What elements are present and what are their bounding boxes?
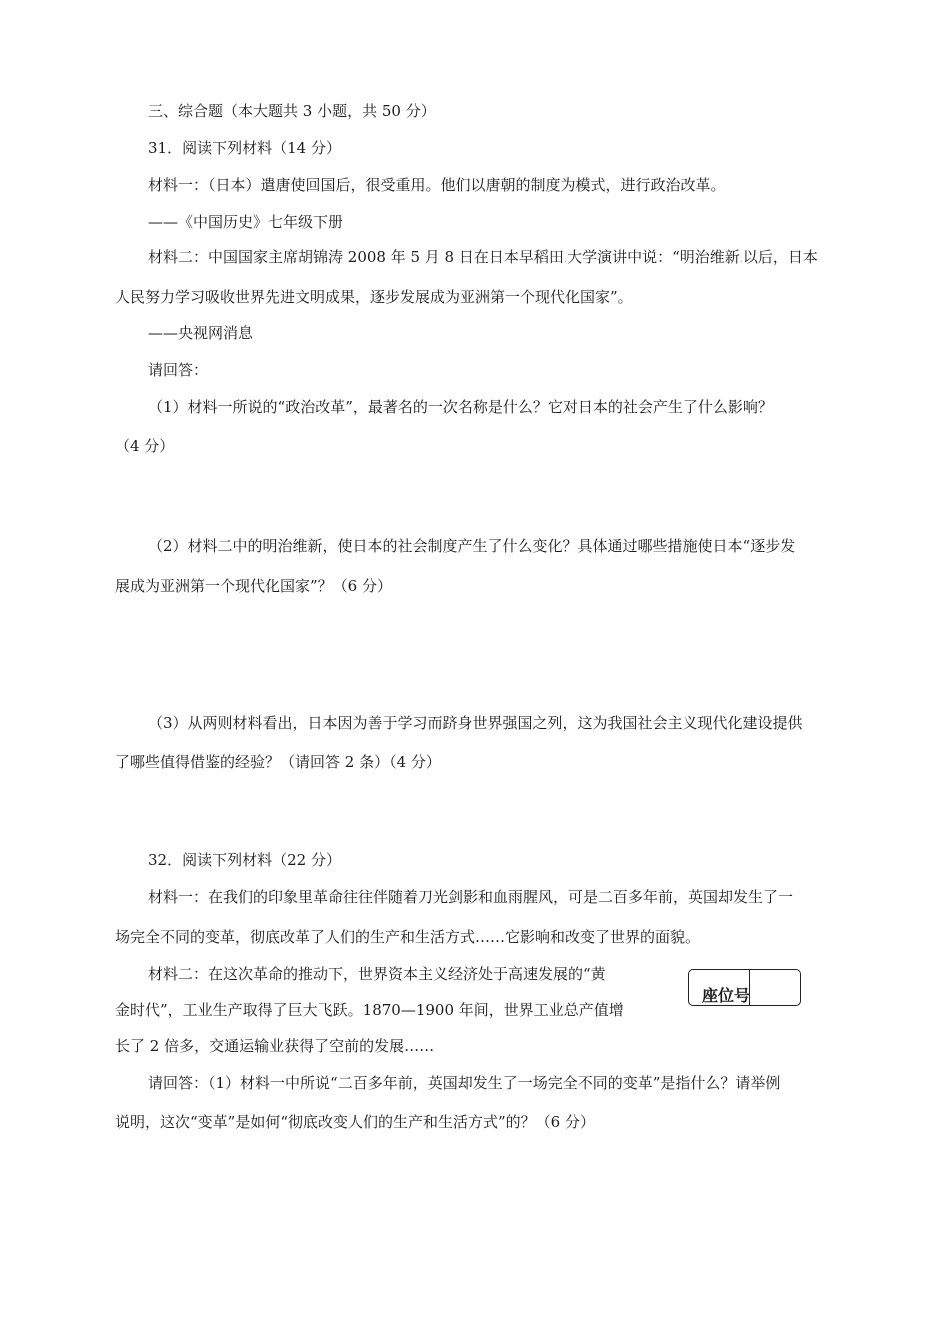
q31-material-2-part-b: 大学演讲中说：“明治维新 xyxy=(567,248,740,266)
q31-material-2-line-2: 人民努力学习吸收世界先进文明成果，逐步发展成为亚洲第一个现代化国家”。 xyxy=(115,288,633,306)
q31-question-1-line-1: （1）材料一所说的“政治改革”，最著名的一次名称是什么？它对日本的社会产生了什么影响？ xyxy=(148,398,773,416)
annotation-mark: . xyxy=(563,254,568,265)
q32-material-2-line-2: 金时代”，工业生产取得了巨大飞跃。1870—1900 年间，世界工业总产值增 xyxy=(115,1001,624,1019)
q32-question-1-line-2: 说明，这次“变革”是如何“彻底改变人们的生产和生活方式”的？（6 分） xyxy=(115,1113,595,1131)
q31-question-2-line-1: （2）材料二中的明治维新，使日本的社会制度产生了什么变化？具体通过哪些措施使日本“逐步发 xyxy=(148,537,796,555)
q32-title: 32．阅读下列材料（22 分） xyxy=(148,851,341,869)
q31-material-2-part-a: 材料二：中国国家主席胡锦涛 2008 年 5 月 8 日在日本早稻田 xyxy=(148,248,564,266)
q31-question-2-line-2: 展成为亚洲第一个现代化国家”？（6 分） xyxy=(115,577,392,595)
q31-material-1-source: ——《中国历史》七年级下册 xyxy=(148,213,344,231)
q31-title: 31．阅读下列材料（14 分） xyxy=(148,139,341,157)
q32-material-2-line-1: 材料二：在这次革命的推动下，世界资本主义经济处于高速发展的“黄 xyxy=(148,965,606,983)
q31-prompt: 请回答： xyxy=(148,361,209,379)
seat-number-box xyxy=(688,969,801,1006)
q31-material-1: 材料一：（日本）遣唐使回国后，很受重用。他们以唐朝的制度为模式，进行政治改革。 xyxy=(148,176,726,194)
q32-material-1-line-2: 场完全不同的变革，彻底改革了人们的生产和生活方式……它影响和改变了世界的面貌。 xyxy=(115,928,701,946)
q32-material-2-line-3: 长了 2 倍多，交通运输业获得了空前的发展…… xyxy=(115,1037,435,1055)
annotation-mark: . xyxy=(739,254,743,265)
q31-question-3-line-2: 了哪些值得借鉴的经验？（请回答 2 条）（4 分） xyxy=(115,753,441,771)
q31-question-3-line-1: （3）从两则材料看出，日本因为善于学习而跻身世界强国之列，这为我国社会主义现代化建设提供 xyxy=(148,714,803,732)
q31-material-2-line-1 xyxy=(148,247,818,270)
q32-material-1-line-1: 材料一：在我们的印象里革命往往伴随着刀光剑影和血雨腥风，可是二百多年前，英国却发生了一 xyxy=(148,888,794,906)
q31-material-2-part-c: 以后，日本 xyxy=(742,248,818,266)
section-title: 三、综合题（本大题共 3 小题，共 50 分） xyxy=(148,102,436,120)
q32-question-1-line-1: 请回答：（1）材料一中所说“二百多年前，英国却发生了一场完全不同的变革”是指什么？请举例 xyxy=(148,1074,781,1092)
q31-material-2-source: ——央视网消息 xyxy=(148,324,254,342)
q31-question-1-line-2: （4 分） xyxy=(115,437,175,455)
seat-number-label: 座位号 xyxy=(702,986,751,1005)
